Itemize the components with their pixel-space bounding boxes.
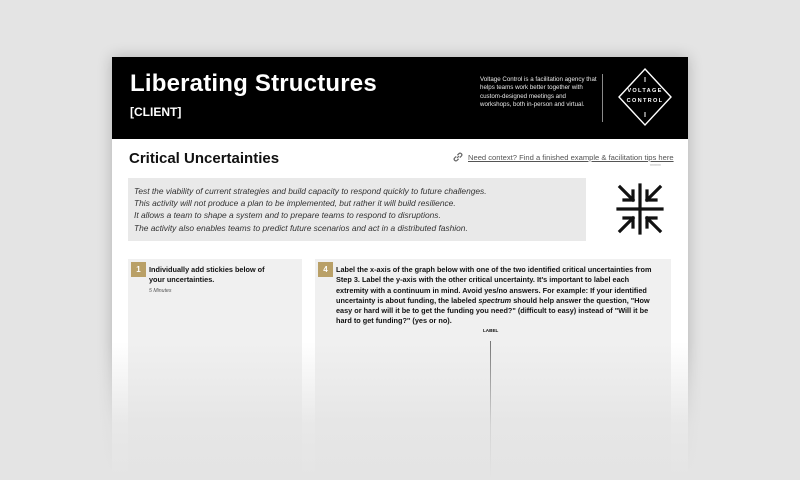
description-line: It allows a team to shape a system and to prepare teams to respond to disruptions. bbox=[134, 210, 441, 221]
step-1-panel[interactable] bbox=[128, 259, 302, 480]
context-link[interactable]: Need context? Find a finished example & facilitation tips here bbox=[468, 153, 674, 162]
step-number-badge: 4 bbox=[318, 262, 333, 277]
y-axis-label[interactable]: LABEL bbox=[483, 328, 499, 333]
y-axis-line bbox=[490, 341, 491, 480]
voltage-control-logo bbox=[615, 65, 675, 129]
header-divider bbox=[602, 74, 603, 122]
activity-title: Critical Uncertainties bbox=[129, 150, 280, 167]
step-number-badge: 1 bbox=[131, 262, 146, 277]
step-4-panel[interactable] bbox=[315, 259, 671, 480]
step-1-duration: 5 Minutes bbox=[149, 288, 172, 294]
description-line: Test the viability of current strategies and build capacity to respond quickly to future challenges. bbox=[134, 186, 487, 196]
logo-line-2: CONTROL bbox=[626, 98, 664, 104]
step-4-instructions bbox=[336, 265, 656, 327]
step-4-text-a: Label the x-axis of the graph below with one of the two identified critical uncertainties from Step 3. Label the y-axis with the other critical uncertainty. It's important to label each extremity with a continuum in mind. Avoid yes/no answers. For example: If your identified uncertainty is about funding, the labeled bbox=[336, 265, 652, 305]
template-header bbox=[112, 57, 688, 139]
client-label: [CLIENT] bbox=[130, 105, 182, 119]
step-4-text-b: should help answer the question, "How easy or hard will it be to get the funding you need?" (difficult to easy) instead of "Will it be hard to get funding?" (yes or no). bbox=[336, 295, 650, 326]
critical-uncertainties-pattern-icon bbox=[615, 179, 665, 239]
description-line: The activity also enables teams to predict future scenarios and act in a distributed fashion. bbox=[134, 222, 468, 233]
template-title: Liberating Structures bbox=[130, 70, 377, 97]
step-1-instructions: Individually add stickies below of your uncertainties. bbox=[149, 265, 265, 284]
miro-board bbox=[112, 57, 688, 480]
link-icon[interactable] bbox=[452, 151, 464, 163]
step-4-text-emphasis: spectrum bbox=[478, 295, 512, 305]
tiny-tag: ━━━━━━ bbox=[650, 163, 661, 167]
company-tagline: Voltage Control is a facilitation agency that helps teams work better together with custom-designed meetings and workshops, both in-person and virtual. bbox=[480, 76, 597, 109]
logo-line-1: VOLTAGE bbox=[627, 88, 663, 94]
activity-description bbox=[128, 178, 586, 241]
description-line: This activity will not produce a plan to be implemented, but rather it will build resilience. bbox=[134, 198, 456, 209]
diamond-logo-icon bbox=[615, 65, 675, 129]
